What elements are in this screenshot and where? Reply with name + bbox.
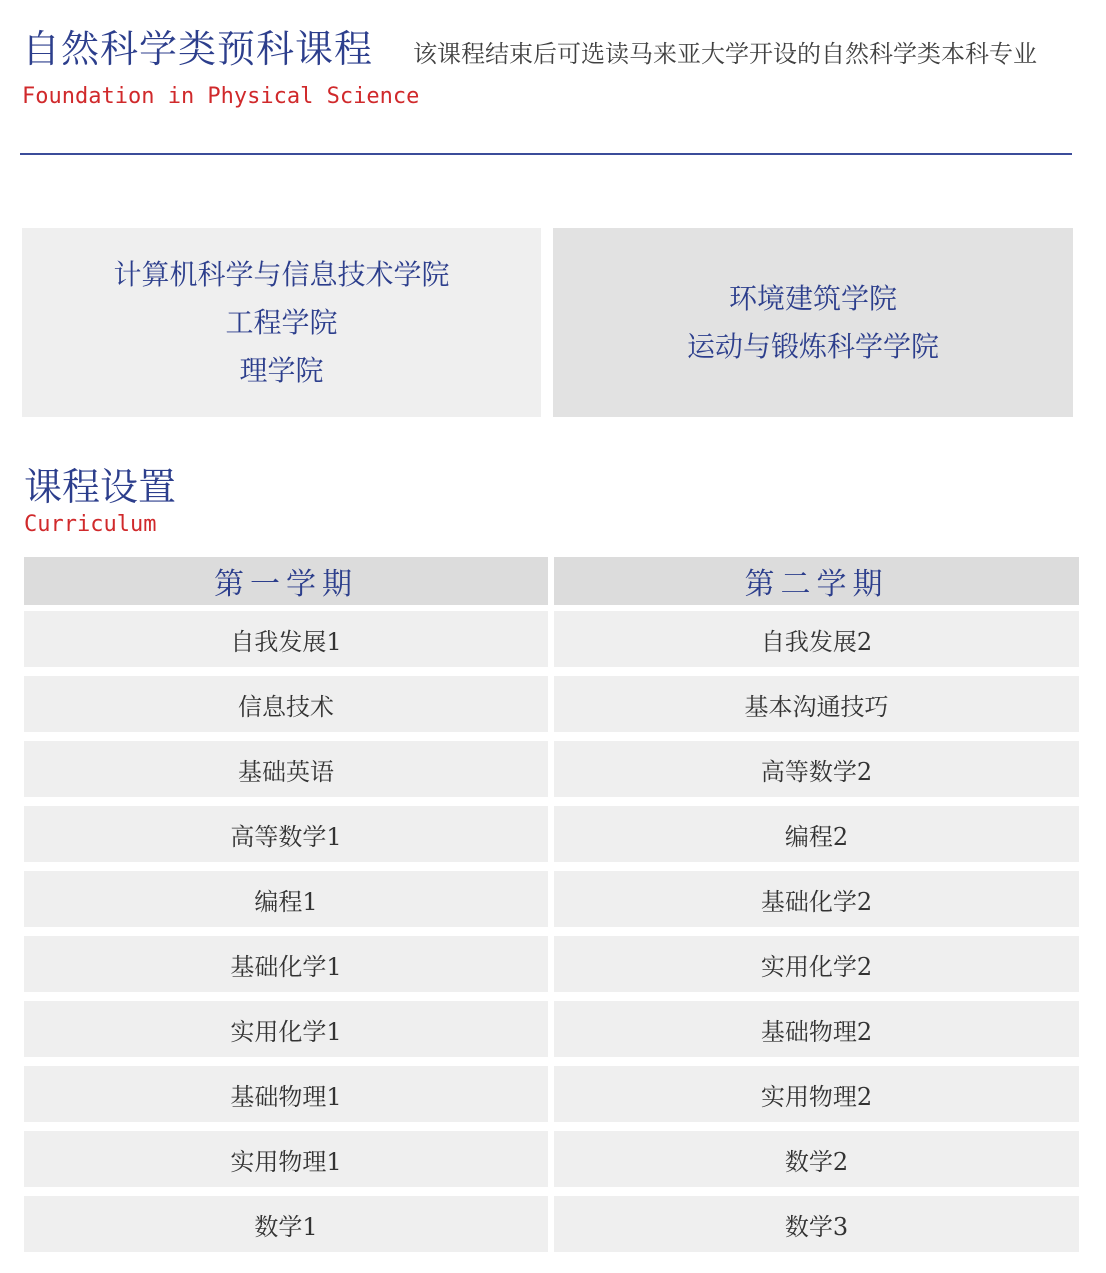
page-title: 自然科学类预科课程 (22, 27, 374, 71)
course-cell: 实用化学2 (554, 936, 1079, 992)
course-cell: 基础物理1 (24, 1066, 548, 1122)
school-box-right (553, 228, 1073, 417)
course-cell: 实用化学1 (24, 1001, 548, 1057)
course-cell: 基础英语 (24, 741, 548, 797)
school-name: 工程学院 (225, 305, 338, 339)
semester-header: 第二学期 (554, 557, 1079, 605)
school-box-left (22, 228, 541, 417)
course-cell: 编程2 (554, 806, 1079, 862)
course-cell: 编程1 (24, 871, 548, 927)
page-subtitle: 该课程结束后可选读马来亚大学开设的自然科学类本科专业 (413, 40, 1038, 68)
course-cell: 实用物理1 (24, 1131, 548, 1187)
page-header (22, 18, 1072, 73)
title-line (22, 18, 1072, 73)
course-cell: 数学3 (554, 1196, 1079, 1252)
course-cell: 自我发展1 (24, 611, 548, 667)
course-cell: 实用物理2 (554, 1066, 1079, 1122)
course-cell: 信息技术 (24, 676, 548, 732)
course-cell: 基本沟通技巧 (554, 676, 1079, 732)
school-name: 计算机科学与信息技术学院 (113, 257, 450, 291)
semester-header: 第一学期 (24, 557, 548, 605)
school-name: 理学院 (239, 353, 324, 387)
course-cell: 数学1 (24, 1196, 548, 1252)
course-cell: 数学2 (554, 1131, 1079, 1187)
course-cell: 基础物理2 (554, 1001, 1079, 1057)
curriculum-title-english: Curriculum (24, 512, 157, 537)
school-name: 运动与锻炼科学学院 (686, 329, 939, 363)
curriculum-title: 课程设置 (24, 465, 177, 509)
course-cell: 高等数学1 (24, 806, 548, 862)
course-cell: 高等数学2 (554, 741, 1079, 797)
course-cell: 基础化学2 (554, 871, 1079, 927)
course-cell: 基础化学1 (24, 936, 548, 992)
page-title-english: Foundation in Physical Science (22, 84, 420, 109)
school-name: 环境建筑学院 (728, 281, 897, 315)
course-cell: 自我发展2 (554, 611, 1079, 667)
header-divider (20, 153, 1072, 155)
